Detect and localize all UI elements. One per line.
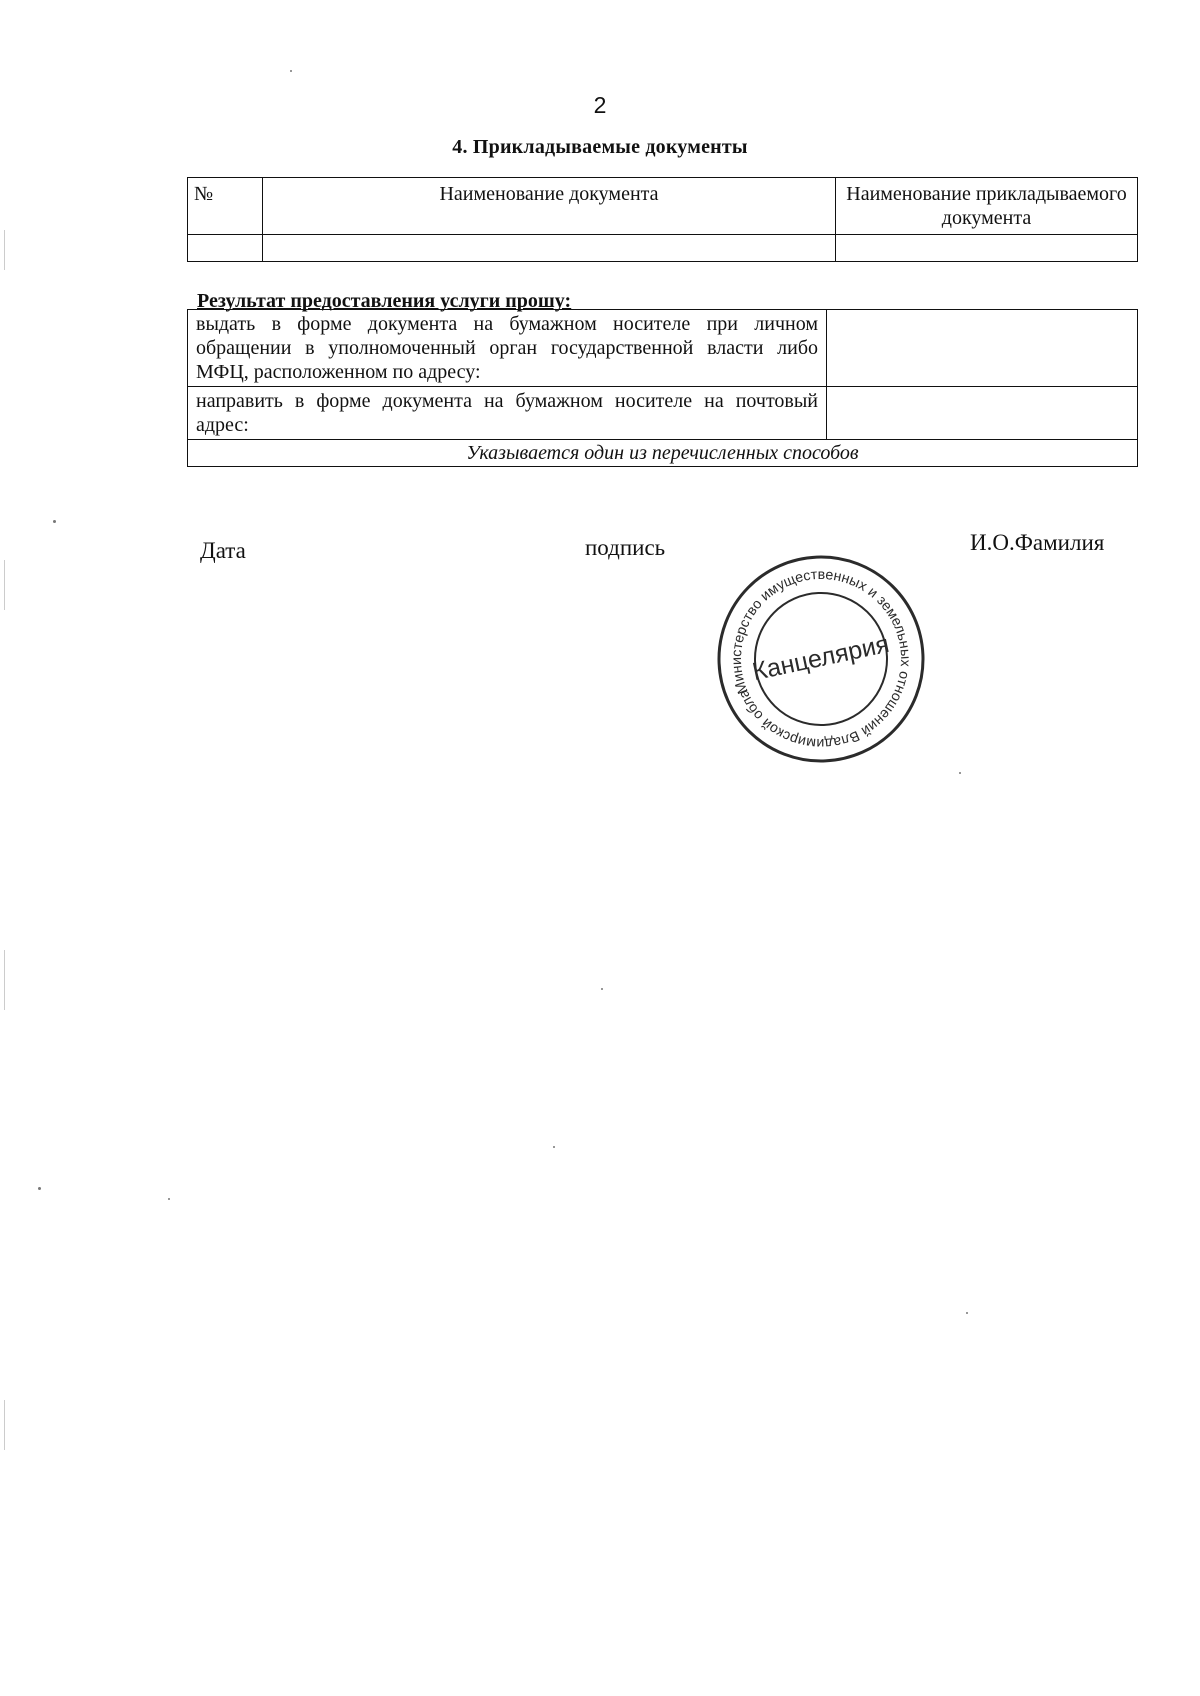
scan-speck [553,1146,555,1148]
scan-edge-mark [4,230,5,270]
documents-table [187,177,1138,262]
result-option-row [188,310,1138,387]
office-stamp [716,554,926,764]
option-by-mail-field [827,387,1138,440]
scan-speck [966,1312,968,1314]
section-heading: 4. Прикладываемые документы [452,136,748,158]
date-label: Дата [200,538,246,563]
scan-edge-mark [4,560,5,610]
header-document-name: Наименование документа [263,178,836,235]
scan-edge-mark [4,1400,5,1450]
scan-speck [38,1187,41,1190]
page-number: 2 [593,92,607,118]
result-note-row [188,440,1138,467]
scan-speck [290,70,292,72]
table-header-row [188,178,1138,235]
cell-document-name [263,235,836,262]
table-row [188,235,1138,262]
scan-speck [601,988,603,990]
scan-speck [959,772,961,774]
result-note: Указывается один из перечисленных способов [188,440,1138,467]
result-option-row [188,387,1138,440]
option-by-mail-text: направить в форме документа на бумажном носителе на почтовый адрес: [188,387,827,440]
cell-num [188,235,263,262]
full-name-label: И.О.Фамилия [970,530,1105,555]
header-attached-document: Наименование прикладываемого документа [836,178,1138,235]
option-in-person-text: выдать в форме документа на бумажном носителе при личном обращении в уполномоченный орган государственной власти либо МФЦ, расположенном по адресу: [188,310,827,387]
stamp-ring-text: Министерство имущественных и земельных отношений Владимирской области [728,566,914,752]
cell-attached-document [836,235,1138,262]
header-num: № [188,178,263,235]
result-options-table [187,309,1138,467]
signature-label: подпись [585,535,666,560]
result-title: Результат предоставления услуги прошу: [197,290,572,312]
scan-edge-mark [4,950,5,1010]
scan-speck [53,520,56,523]
scan-speck [168,1198,170,1200]
option-in-person-field [827,310,1138,387]
stamp-center-text: Канцелярия [749,629,892,687]
